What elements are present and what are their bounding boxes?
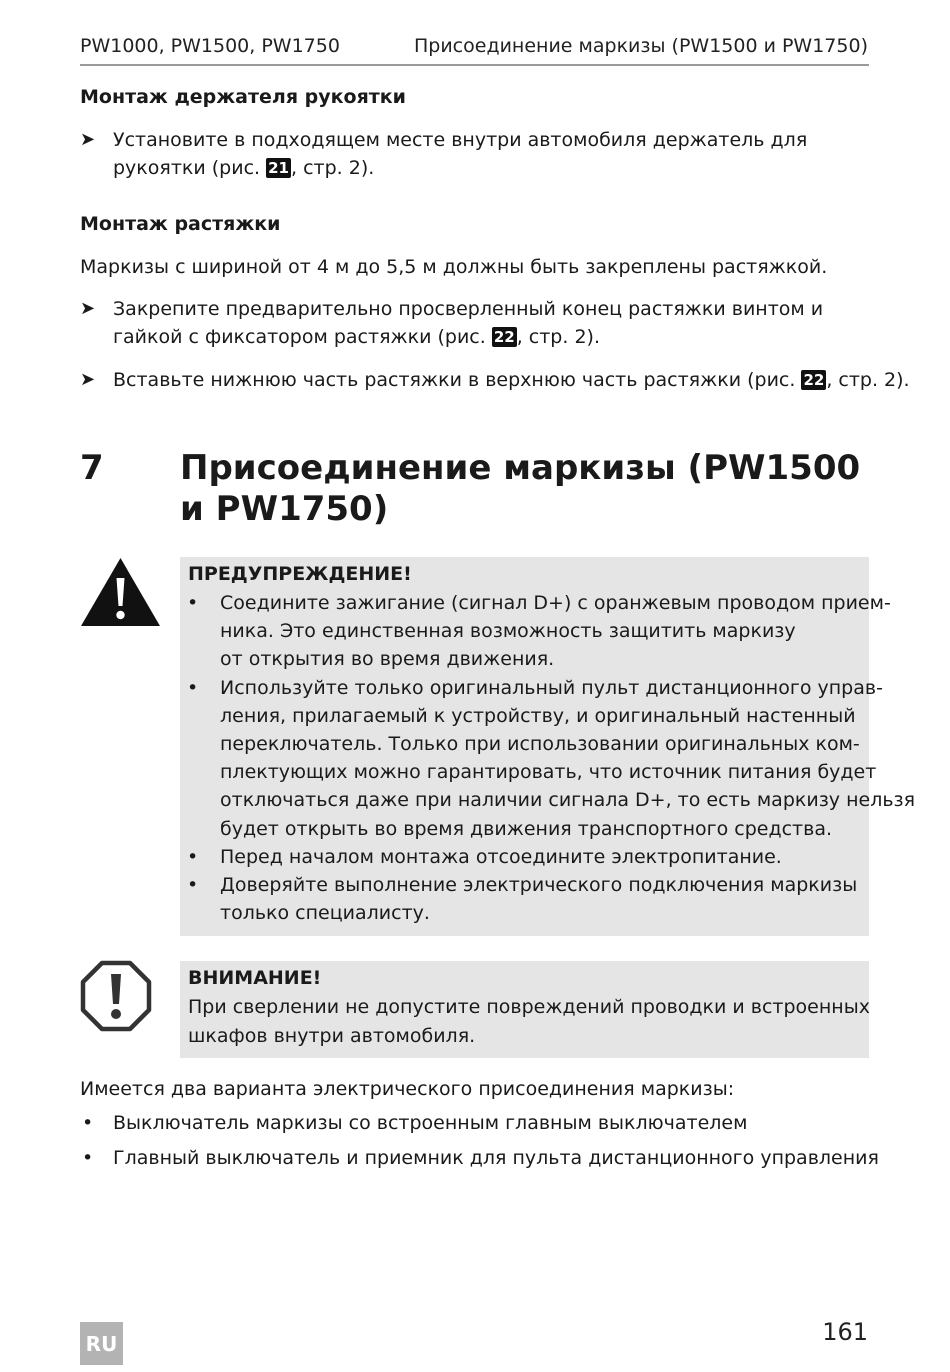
- bullet-icon: •: [187, 874, 199, 897]
- bullet-icon: •: [187, 845, 199, 868]
- arrow-icon: ➤: [80, 129, 96, 150]
- variant-text: Выключатель маркизы со встроенным главным выключателем: [113, 1112, 748, 1134]
- caution-text: [188, 993, 870, 1050]
- warning-item-line: переключатель. Только при использовании оригинальных ком-: [220, 733, 860, 756]
- step-text-tail: , стр. 2).: [291, 157, 375, 179]
- page-number: 161: [822, 1318, 868, 1346]
- step-text: Установите в подходящем месте внутри автомобиля держатель для рукоятки (рис.: [113, 129, 808, 179]
- warning-item-line: только специалисту.: [220, 902, 430, 925]
- warning-box: [180, 557, 916, 936]
- step-brace-insert: [80, 366, 910, 394]
- warning-item: [180, 843, 869, 871]
- caution-line: При сверлении не допустите повреждений проводки и встроенных: [188, 996, 870, 1018]
- variant-text: Главный выключатель и приемник для пульта дистанционного управления: [113, 1147, 879, 1169]
- warning-triangle-icon: [80, 556, 161, 628]
- variant-item: [80, 1112, 747, 1134]
- warning-item-line: Перед началом монтажа отсоедините электропитание.: [220, 845, 782, 868]
- warning-item-line: будет открыть во время движения транспортного средства.: [220, 817, 833, 840]
- header-divider: [80, 64, 869, 66]
- brace-intro: Маркизы с шириной от 4 м до 5,5 м должны быть закреплены растяжкой.: [80, 256, 828, 278]
- warning-title: ПРЕДУПРЕЖДЕНИЕ!: [188, 563, 412, 585]
- chapter-title: [180, 448, 860, 530]
- figure-ref-badge: 22: [493, 328, 515, 346]
- step-handle-holder: [80, 126, 870, 182]
- variants-intro: Имеется два варианта электрического присоединения маркизы:: [80, 1078, 735, 1100]
- bullet-icon: •: [82, 1112, 94, 1134]
- step-text-tail: , стр. 2).: [516, 326, 600, 348]
- warning-list: [180, 589, 916, 927]
- language-tab: RU: [80, 1322, 123, 1365]
- chapter-title-line: Присоединение маркизы (PW1500: [180, 448, 861, 488]
- chapter-number: 7: [80, 448, 104, 488]
- warning-item-line: плектующих можно гарантировать, что источник питания будет: [220, 761, 877, 784]
- warning-item: [180, 589, 891, 674]
- warning-item-line: Доверяйте выполнение электрического подключения маркизы: [220, 874, 858, 897]
- step-text: Вставьте нижнюю часть растяжки в верхнюю часть растяжки (рис.: [113, 369, 802, 391]
- step-brace-fix: [80, 295, 870, 351]
- figure-ref-badge: 21: [268, 159, 289, 177]
- caution-octagon-icon: [80, 960, 152, 1032]
- caution-title: ВНИМАНИЕ!: [188, 967, 322, 989]
- step-text-tail: , стр. 2).: [826, 369, 910, 391]
- caution-box: [180, 961, 869, 1058]
- heading-handle-holder: Монтаж держателя рукоятки: [80, 86, 406, 108]
- variant-item: [80, 1147, 879, 1169]
- warning-item-line: отключаться даже при наличии сигнала D+, то есть маркизу нельзя: [220, 789, 916, 812]
- header-product-models: PW1000, PW1500, PW1750: [80, 35, 340, 57]
- bullet-icon: •: [82, 1147, 94, 1169]
- heading-brace: Монтаж растяжки: [80, 213, 281, 235]
- warning-item-line: ника. Это единственная возможность защитить маркизу: [220, 620, 796, 643]
- warning-item-line: Соедините зажигание (сигнал D+) с оранжевым проводом прием-: [220, 592, 891, 614]
- arrow-icon: ➤: [80, 298, 96, 319]
- warning-item-line: ления, прилагаемый к устройству, и оригинальный настенный: [220, 704, 856, 727]
- warning-item-line: от открытия во время движения.: [220, 648, 555, 671]
- step-text: Закрепите предварительно просверленный конец растяжки винтом и гайкой с фиксатором растяжки (рис.: [113, 298, 824, 348]
- arrow-icon: ➤: [80, 369, 96, 390]
- warning-item-line: Используйте только оригинальный пульт дистанционного управ-: [220, 676, 883, 699]
- chapter-title-line: и PW1750): [180, 489, 389, 529]
- warning-item: [180, 871, 869, 927]
- figure-ref-badge: 22: [803, 371, 825, 389]
- warning-item: [180, 674, 916, 843]
- bullet-icon: •: [187, 676, 199, 699]
- bullet-icon: •: [187, 592, 199, 614]
- caution-line: шкафов внутри автомобиля.: [188, 1024, 476, 1047]
- header-section-title: Присоединение маркизы (PW1500 и PW1750): [413, 35, 868, 57]
